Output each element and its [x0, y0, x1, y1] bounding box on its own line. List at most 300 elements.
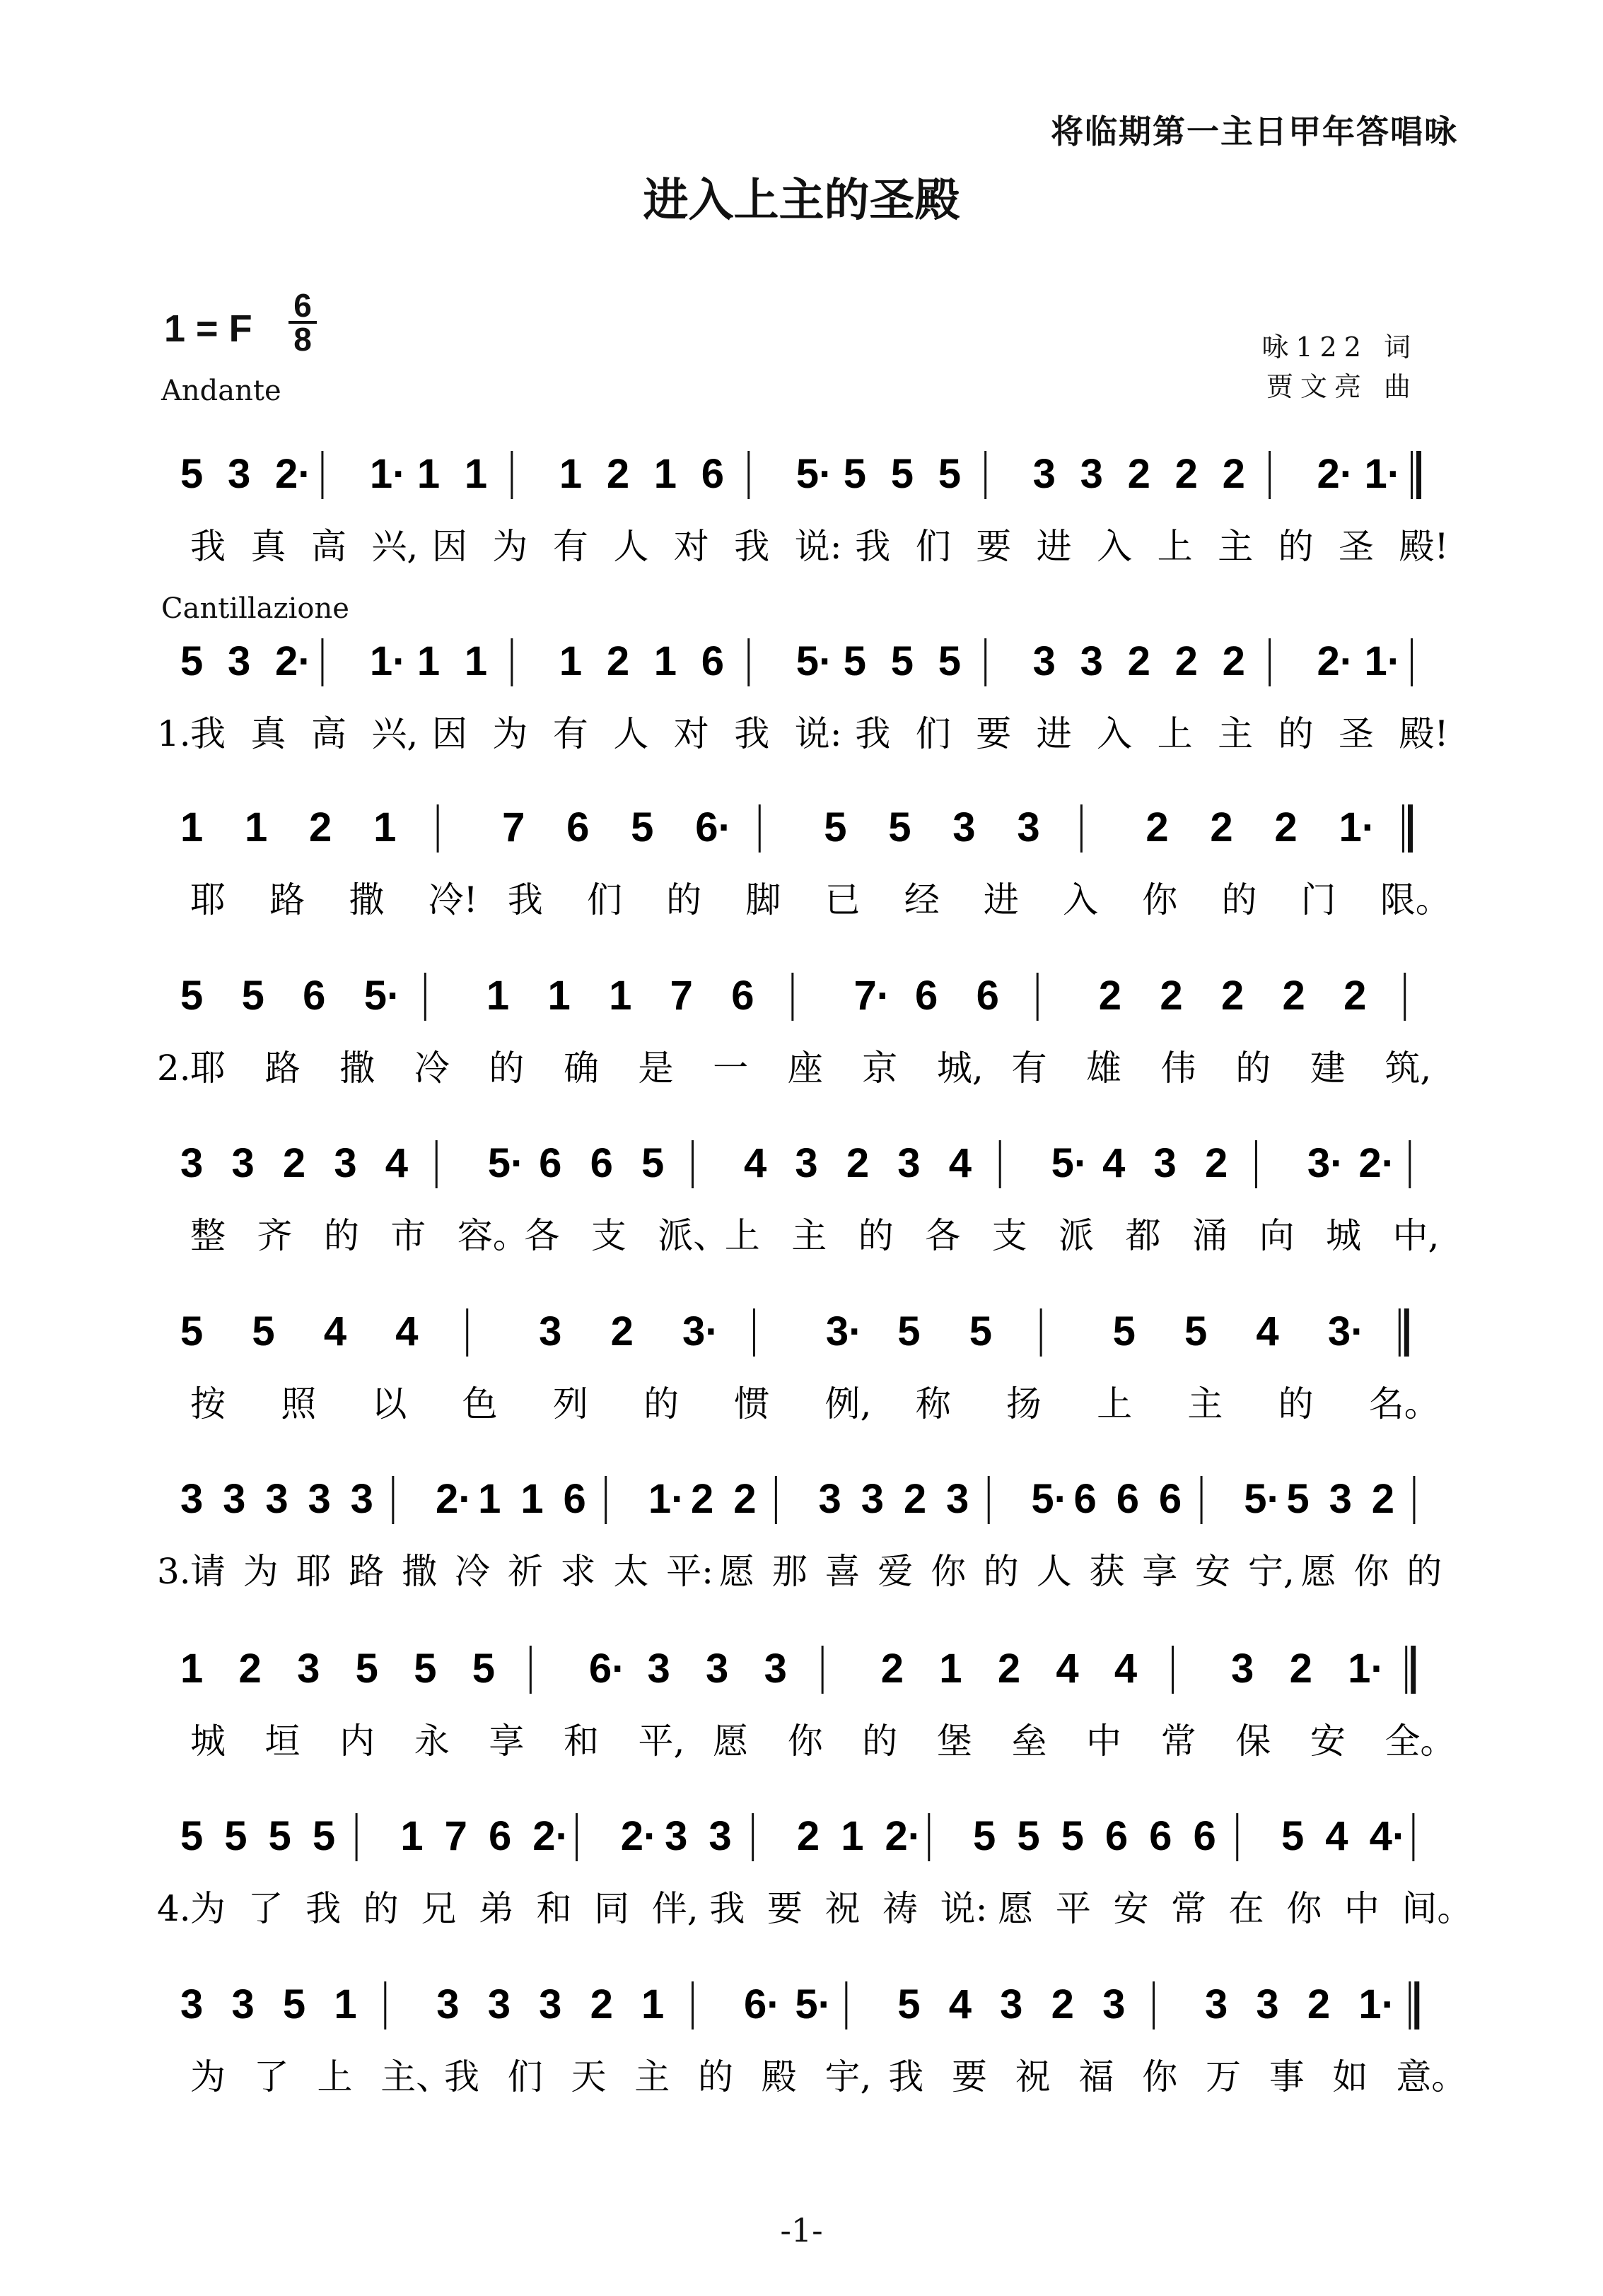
note: 1· [1364, 638, 1401, 684]
note: 5 [268, 1813, 291, 1859]
lyric-syllable: 对 [673, 713, 709, 754]
lyric-syllable: 冷! [428, 879, 478, 920]
composer-credit: 贾文亮 曲 [1266, 371, 1418, 402]
note: 6 [976, 973, 999, 1019]
lyric-syllable: 说: [794, 713, 842, 754]
note: 3 [861, 1476, 884, 1522]
lyric-syllable: 对 [673, 526, 709, 567]
lyric-syllable: 的 [862, 1721, 898, 1762]
lyric-syllable: 容。 [457, 1215, 528, 1256]
lyric-syllable: 们 [915, 526, 951, 567]
section-marking: Cantillazione [161, 592, 349, 625]
lyric-syllable: 城, [936, 1048, 984, 1089]
lyric-syllable: 们 [586, 879, 622, 920]
lyric-syllable: 确 [563, 1048, 599, 1089]
note: 6 [701, 638, 725, 684]
lyric-syllable: 冷 [454, 1551, 490, 1592]
note: 5· [795, 638, 833, 684]
note: 3 [1329, 1476, 1352, 1522]
lyric-line [190, 526, 1449, 567]
note: 3 [180, 1476, 204, 1522]
note: 2 [1160, 973, 1183, 1019]
note: 5 [414, 1646, 437, 1692]
lyric-syllable: 中 [1086, 1721, 1122, 1762]
note: 7 [444, 1813, 467, 1859]
note: 2 [1282, 973, 1305, 1019]
lyric-syllable: 齐 [257, 1215, 293, 1256]
note: 2 [1343, 973, 1367, 1019]
note: 5 [938, 638, 961, 684]
note: 2 [1146, 804, 1169, 850]
note: 2· [274, 638, 312, 684]
note: 3 [539, 1981, 562, 2027]
note: 3 [647, 1646, 670, 1692]
note: 3· [825, 1308, 863, 1354]
key-signature: 1 = F [164, 308, 252, 350]
note: 2 [733, 1476, 757, 1522]
lyric-syllable: 你 [1142, 2056, 1178, 2097]
note: 5 [1281, 1813, 1305, 1859]
lyric-syllable: 为 [492, 713, 528, 754]
note: 2 [1371, 1476, 1395, 1522]
lyric-syllable: 按 [190, 1383, 226, 1424]
lyric-syllable: 间。 [1401, 1888, 1473, 1929]
lyric-syllable: 太 [613, 1551, 649, 1592]
lyric-syllable: 圣 [1339, 713, 1375, 754]
lyric-syllable: 路 [349, 1551, 385, 1592]
lyric-syllable: 如 [1332, 2056, 1368, 2097]
lyric-syllable: 你 [787, 1721, 823, 1762]
lyric-syllable: 的 [858, 1215, 894, 1256]
lyric-line [190, 1215, 1439, 1256]
notation-line [180, 1981, 1417, 2030]
lyric-syllable: 市 [390, 1215, 426, 1256]
note: 3 [1017, 804, 1040, 850]
lyric-syllable: 高 [310, 526, 346, 567]
lyric-syllable: 有 [552, 713, 588, 754]
lyric-syllable: 耶 [296, 1551, 332, 1592]
lyric-syllable: 和 [563, 1721, 599, 1762]
note: 3 [334, 1140, 357, 1186]
lyric-syllable: 堡 [936, 1721, 972, 1762]
note: 5· [487, 1140, 525, 1186]
lyric-syllable: 你 [1142, 879, 1178, 920]
note: 3 [709, 1813, 732, 1859]
lyric-syllable: 为 [243, 1551, 279, 1592]
note: 4 [1256, 1308, 1279, 1354]
note: 5 [890, 451, 914, 497]
note: 5 [1184, 1308, 1208, 1354]
note: 4 [1114, 1646, 1138, 1692]
lyric-syllable: 安 [1195, 1551, 1231, 1592]
note: 3 [180, 1981, 204, 2027]
note: 6 [1158, 1476, 1182, 1522]
time-signature-bottom: 8 [293, 321, 312, 358]
note: 1 [841, 1813, 864, 1859]
lyric-syllable: 圣 [1339, 526, 1375, 567]
note: 3 [223, 1476, 246, 1522]
lyric-syllable: 耶 [190, 1048, 226, 1089]
note: 2 [880, 1646, 904, 1692]
lyric-syllable: 门 [1300, 879, 1336, 920]
note: 3· [682, 1308, 719, 1354]
lyric-syllable: 安 [1310, 1721, 1346, 1762]
lyric-syllable: 涌 [1192, 1215, 1228, 1256]
note: 1 [609, 973, 632, 1019]
note: 1 [180, 1646, 204, 1692]
note: 2· [436, 1476, 472, 1522]
note: 1 [641, 1981, 665, 2027]
verse-number: 1. [157, 713, 191, 754]
lyric-line [157, 1048, 1431, 1089]
lyric-syllable: 兴, [371, 526, 419, 567]
note: 4· [1369, 1813, 1406, 1859]
note: 2· [1317, 451, 1354, 497]
lyric-syllable: 的 [1278, 713, 1314, 754]
note: 6· [588, 1646, 626, 1692]
lyric-syllable: 有 [1011, 1048, 1047, 1089]
note: 5· [795, 451, 833, 497]
lyric-syllable: 各 [925, 1215, 961, 1256]
lyric-syllable: 安 [1113, 1888, 1149, 1929]
lyric-syllable: 愿 [713, 1721, 749, 1762]
note: 2 [997, 1646, 1021, 1692]
lyric-syllable: 的 [1278, 526, 1314, 567]
note: 3 [487, 1981, 511, 2027]
lyric-syllable: 的 [983, 1551, 1019, 1592]
note: 6 [1116, 1476, 1139, 1522]
lyric-syllable: 请 [190, 1551, 226, 1592]
verse-number: 3. [157, 1551, 191, 1592]
lyric-syllable: 城 [190, 1721, 226, 1762]
lyric-syllable: 进 [1036, 713, 1072, 754]
lyric-syllable: 们 [915, 713, 951, 754]
lyric-syllable: 撒 [402, 1551, 438, 1592]
note: 2· [274, 451, 312, 497]
lyric-syllable: 主 [1187, 1383, 1223, 1424]
note: 1 [334, 1981, 357, 2027]
lyric-syllable: 因 [431, 713, 467, 754]
lyric-syllable: 撒 [339, 1048, 375, 1089]
note: 6 [563, 1476, 586, 1522]
note: 3 [706, 1646, 729, 1692]
note: 3 [1032, 638, 1056, 684]
note: 5 [355, 1646, 378, 1692]
lyric-syllable: 兴, [371, 713, 419, 754]
note: 4 [1325, 1813, 1348, 1859]
lyric-syllable: 的 [643, 1383, 680, 1424]
lyric-syllable: 的 [1278, 1383, 1314, 1424]
notation-line [180, 1476, 1414, 1524]
note: 5· [363, 973, 401, 1019]
lyric-syllable: 祷 [882, 1888, 919, 1929]
note: 5 [180, 638, 204, 684]
note: 3 [227, 451, 251, 497]
note: 3 [665, 1813, 688, 1859]
lyric-syllable: 了 [247, 1888, 284, 1929]
note: 3 [265, 1476, 288, 1522]
note: 5 [241, 973, 264, 1019]
lyric-syllable: 入 [1097, 713, 1133, 754]
lyric-line [157, 1888, 1472, 1929]
note: 7· [853, 973, 891, 1019]
note: 4 [323, 1308, 347, 1354]
lyric-syllable: 那 [771, 1551, 808, 1592]
note: 5 [1017, 1813, 1040, 1859]
lyric-syllable: 意。 [1396, 2056, 1467, 2097]
lyric-syllable: 垒 [1011, 1721, 1047, 1762]
lyric-syllable: 上 [724, 1215, 760, 1256]
note: 2 [606, 451, 630, 497]
note: 4 [395, 1308, 419, 1354]
note: 1 [416, 638, 441, 684]
note: 2 [606, 638, 630, 684]
lyric-syllable: 的 [698, 2056, 733, 2097]
note: 1 [400, 1813, 424, 1859]
lyric-line [157, 1551, 1442, 1592]
note: 6 [590, 1140, 613, 1186]
note: 5 [888, 804, 911, 850]
lyric-syllable: 耶 [190, 879, 226, 920]
note: 2· [1317, 638, 1354, 684]
lyric-syllable: 我 [444, 2056, 479, 2097]
note: 5 [641, 1140, 665, 1186]
lyric-syllable: 脚 [745, 879, 781, 920]
lyric-syllable: 真 [250, 526, 286, 567]
lyric-syllable: 我 [507, 879, 543, 920]
lyric-line [190, 2056, 1467, 2097]
lyric-syllable: 主、 [380, 2056, 452, 2097]
note: 5 [180, 1308, 204, 1354]
note: 1 [416, 451, 441, 497]
lyric-syllable: 我 [855, 713, 891, 754]
note: 5 [843, 451, 867, 497]
note: 3 [897, 1140, 921, 1186]
lyric-syllable: 为 [492, 526, 528, 567]
lyric-syllable: 我 [190, 713, 226, 754]
note: 2 [1220, 973, 1244, 1019]
verse-number: 4. [157, 1888, 191, 1929]
note: 3 [227, 638, 251, 684]
note: 5 [938, 451, 961, 497]
lyric-syllable: 限。 [1380, 879, 1451, 920]
lyric-syllable: 雄 [1086, 1048, 1122, 1089]
lyric-syllable: 在 [1228, 1888, 1264, 1929]
note: 6 [566, 804, 590, 850]
lyric-syllable: 惯 [734, 1383, 770, 1424]
lyric-syllable: 例, [824, 1383, 872, 1424]
note: 2 [1051, 1981, 1074, 2027]
note: 5 [472, 1646, 496, 1692]
note: 1 [486, 973, 510, 1019]
note: 1 [520, 1476, 544, 1522]
note: 5 [824, 804, 847, 850]
lyric-syllable: 入 [1063, 879, 1099, 920]
note: 2 [691, 1476, 714, 1522]
lyric-syllable: 永 [414, 1721, 450, 1762]
note: 2 [309, 804, 332, 850]
lyric-syllable: 兄 [421, 1888, 457, 1929]
lyric-syllable: 以 [371, 1383, 407, 1424]
note: 1 [373, 804, 397, 850]
note: 6 [1193, 1813, 1216, 1859]
note: 2 [1210, 804, 1233, 850]
lyric-syllable: 要 [952, 2056, 987, 2097]
note: 2 [903, 1476, 927, 1522]
note: 2 [282, 1140, 306, 1186]
note: 1 [464, 451, 488, 497]
lyric-syllable: 都 [1125, 1215, 1161, 1256]
lyric-syllable: 内 [339, 1721, 375, 1762]
note: 4 [948, 1981, 972, 2027]
lyric-syllable: 弟 [478, 1888, 514, 1929]
note: 2 [1204, 1140, 1228, 1186]
note: 3 [1153, 1140, 1177, 1186]
note: 3 [1080, 451, 1103, 497]
lyric-syllable: 的 [1406, 1551, 1442, 1592]
note: 3 [1231, 1646, 1254, 1692]
lyric-syllable: 喜 [824, 1551, 861, 1592]
lyric-syllable: 支 [991, 1215, 1027, 1256]
note: 2 [1127, 451, 1150, 497]
note: 1 [180, 804, 204, 850]
lyric-syllable: 主 [791, 1215, 827, 1256]
note: 3 [436, 1981, 460, 2027]
lyric-syllable: 的 [489, 1048, 525, 1089]
note: 5· [795, 1981, 832, 2027]
note: 1· [369, 638, 407, 684]
lyric-syllable: 因 [431, 526, 467, 567]
note: 5 [897, 1981, 921, 2027]
lyric-syllable: 京 [862, 1048, 898, 1089]
lyric-syllable: 整 [190, 1215, 226, 1256]
notation-line [180, 973, 1405, 1021]
note: 3 [231, 1140, 255, 1186]
lyric-syllable: 名。 [1368, 1383, 1440, 1424]
page-title: 进入上主的圣殿 [643, 174, 960, 227]
lyric-syllable: 上 [1157, 526, 1193, 567]
lyric-syllable: 祝 [1015, 2056, 1051, 2097]
note: 2 [1174, 638, 1198, 684]
note: 3 [818, 1476, 841, 1522]
lyric-syllable: 享 [489, 1721, 525, 1762]
note: 1· [1358, 1981, 1395, 2027]
lyric-syllable: 我 [734, 713, 770, 754]
lyric-syllable: 是 [638, 1048, 674, 1089]
note: 7 [670, 973, 693, 1019]
lyric-syllable: 向 [1259, 1215, 1295, 1256]
lyric-syllable: 爱 [878, 1551, 914, 1592]
note: 6 [539, 1140, 562, 1186]
note: 5· [1031, 1476, 1068, 1522]
note: 1 [478, 1476, 501, 1522]
lyric-syllable: 常 [1160, 1721, 1196, 1762]
lyric-syllable: 殿 [761, 2056, 797, 2097]
lyric-syllable: 平, [638, 1721, 685, 1762]
lyric-syllable: 享 [1142, 1551, 1178, 1592]
note: 2 [590, 1981, 613, 2027]
note: 3 [1000, 1981, 1023, 2027]
lyric-syllable: 的 [363, 1888, 399, 1929]
lyric-syllable: 保 [1235, 1721, 1271, 1762]
note: 2 [1307, 1981, 1331, 2027]
note: 1 [547, 973, 571, 1019]
lyric-line [190, 1721, 1455, 1762]
note: 2· [885, 1813, 922, 1859]
lyric-syllable: 真 [250, 713, 286, 754]
page-number: -1- [780, 2211, 823, 2249]
lyric-syllable: 派 [1059, 1215, 1095, 1256]
note: 7 [502, 804, 525, 850]
lyric-syllable: 主 [634, 2056, 670, 2097]
lyric-syllable: 平 [1055, 1888, 1091, 1929]
note: 5 [224, 1813, 247, 1859]
lyric-syllable: 为 [190, 1888, 226, 1929]
lyric-syllable: 支 [590, 1215, 626, 1256]
note: 3 [795, 1140, 818, 1186]
note: 6 [303, 973, 326, 1019]
time-signature-top: 6 [293, 287, 312, 324]
note: 5 [890, 638, 914, 684]
lyric-syllable: 我 [709, 1888, 745, 1929]
lyric-line [157, 713, 1449, 754]
lyric-syllable: 冷 [414, 1048, 450, 1089]
lyric-syllable: 要 [766, 1888, 803, 1929]
note: 5 [1061, 1813, 1084, 1859]
lyric-syllable: 宇, [824, 2056, 872, 2097]
note: 5 [180, 973, 204, 1019]
lyric-syllable: 了 [253, 2056, 289, 2097]
lyric-syllable: 高 [310, 713, 346, 754]
note: 3 [297, 1646, 320, 1692]
note: 3 [1080, 638, 1103, 684]
lyric-syllable: 的 [323, 1215, 359, 1256]
note: 3 [952, 804, 976, 850]
note: 3 [764, 1646, 787, 1692]
lyric-syllable: 祈 [507, 1551, 543, 1592]
note: 5 [973, 1813, 996, 1859]
note: 4 [743, 1140, 767, 1186]
lyric-syllable: 路 [269, 879, 305, 920]
note: 3 [350, 1476, 373, 1522]
lyric-syllable: 殿! [1399, 526, 1449, 567]
note: 3 [1256, 1981, 1279, 2027]
lyric-syllable: 有 [552, 526, 588, 567]
note: 2 [1174, 451, 1198, 497]
notation-line [180, 1308, 1406, 1357]
note: 5 [631, 804, 654, 850]
note: 2 [1222, 638, 1245, 684]
note: 4 [385, 1140, 409, 1186]
lyric-syllable: 福 [1078, 2056, 1114, 2097]
notation-line [180, 638, 1412, 686]
lyric-syllable: 伟 [1160, 1048, 1196, 1089]
lyric-syllable: 中, [1392, 1215, 1440, 1256]
lyric-syllable: 城 [1326, 1215, 1362, 1256]
note: 3 [1204, 1981, 1228, 2027]
lyric-syllable: 路 [264, 1048, 301, 1089]
lyricist-credit: 咏122 词 [1261, 332, 1418, 363]
notation-line [180, 1140, 1410, 1188]
lyric-syllable: 的 [1235, 1048, 1271, 1089]
notation-line [180, 804, 1410, 853]
lyric-syllable: 色 [462, 1383, 498, 1424]
note: 1· [369, 451, 407, 497]
note: 1 [653, 451, 677, 497]
verse-number: 2. [157, 1048, 191, 1089]
lyric-syllable: 我 [888, 2056, 924, 2097]
note: 5 [180, 1813, 204, 1859]
